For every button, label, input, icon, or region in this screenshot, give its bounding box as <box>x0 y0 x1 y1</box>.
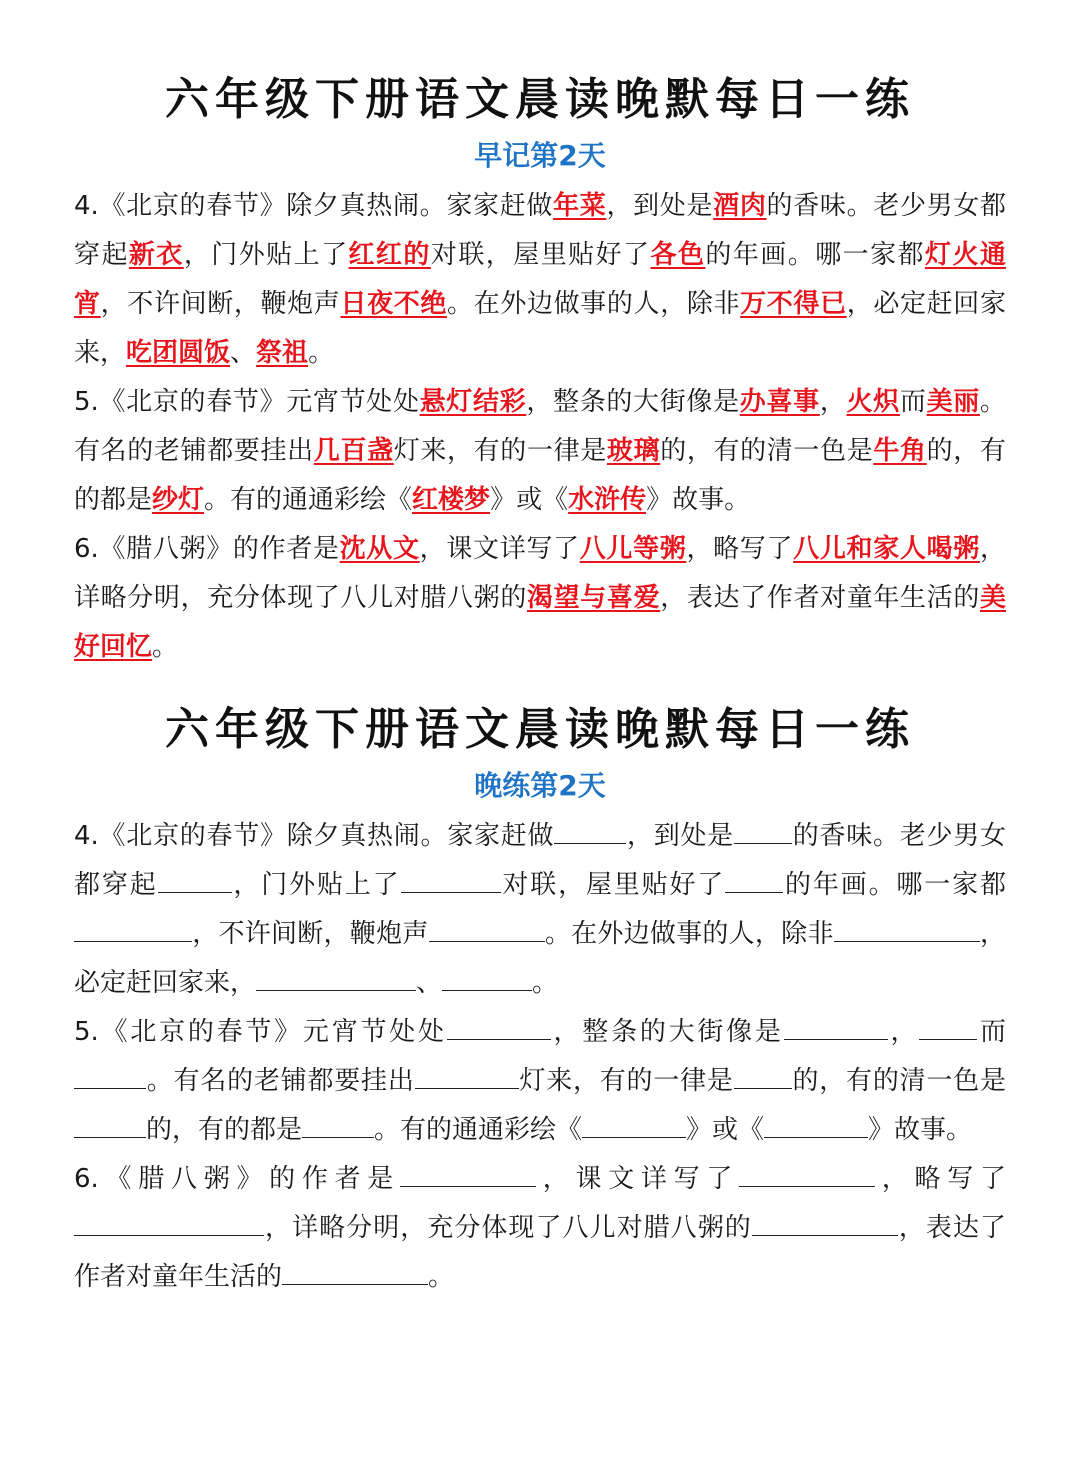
text: ，详略分明，充分体现了八儿对腊八粥的 <box>74 534 1006 613</box>
text: ，门外贴上了 <box>231 870 401 900</box>
answer: 纱灯 <box>152 485 205 515</box>
text: ，表达了作者对童年生活的 <box>74 1213 1006 1292</box>
fill-blank[interactable] <box>447 1013 551 1040</box>
text: ， <box>887 1017 920 1047</box>
fill-blank[interactable] <box>725 866 783 893</box>
text: 。在外边做事的人，除非 <box>544 919 834 949</box>
text: ， <box>819 387 847 417</box>
text: 。有的通通彩绘《 <box>374 1115 583 1145</box>
text: ，必定赶回家来， <box>74 919 1006 998</box>
text: 4.《北京的春节》除夕真热闹。家家赶做 <box>74 191 554 221</box>
answer: 玻璃 <box>606 436 661 466</box>
fill-blank[interactable] <box>401 866 501 893</box>
text: ，必定赶回家来， <box>74 289 1006 368</box>
text: 。 <box>428 1262 455 1292</box>
answer: 红红的 <box>348 240 431 270</box>
answer: 酒肉 <box>713 191 767 221</box>
text: 、 <box>230 338 257 368</box>
fill-blank[interactable] <box>74 1209 264 1236</box>
answer: 美好回忆 <box>74 583 1006 662</box>
text: 》或《 <box>490 485 569 515</box>
text: 。在外边做事的人，除非 <box>447 289 741 319</box>
answer: 火炽 <box>846 387 900 417</box>
text: 》故事。 <box>868 1115 973 1145</box>
text: ，整条的大街像是 <box>550 1017 784 1047</box>
fill-blank[interactable] <box>784 1013 888 1040</box>
text: 的年画。哪一家都 <box>783 870 1006 900</box>
text: 》或《 <box>686 1115 765 1145</box>
morning-question-6 <box>74 525 1006 672</box>
evening-subtitle: 晚练第2天 <box>474 769 606 802</box>
text: 4.《北京的春节》除夕真热闹。家家赶做 <box>74 821 555 851</box>
evening-question-6 <box>74 1155 1006 1302</box>
evening-question-5 <box>74 1008 1006 1155</box>
text: ，不许间断，鞭炮声 <box>192 919 429 949</box>
text: 的年画。哪一家都 <box>705 240 926 270</box>
fill-blank[interactable] <box>74 915 192 942</box>
fill-blank[interactable] <box>734 817 792 844</box>
answer: 吃团圆饭 <box>126 338 231 368</box>
text: ，详略分明，充分体现了八儿对腊八粥的 <box>264 1213 752 1243</box>
text: 。 <box>152 632 179 662</box>
text: ，到处是 <box>606 191 714 221</box>
answer: 万不得已 <box>740 289 847 319</box>
answer: 渴望与喜爱 <box>526 583 661 613</box>
answer: 八儿和家人喝粥 <box>793 534 980 564</box>
fill-blank[interactable] <box>734 1062 792 1089</box>
evening-title: 六年级下册语文晨读晚默每日一练 <box>165 704 915 755</box>
fill-blank[interactable] <box>74 1062 146 1089</box>
fill-blank[interactable] <box>415 1062 519 1089</box>
text: 的香味。老少男女都穿起 <box>74 821 1006 900</box>
fill-blank[interactable] <box>442 964 532 991</box>
fill-blank[interactable] <box>739 1160 875 1187</box>
text: 对联，屋里贴好了 <box>430 240 651 270</box>
answer: 美丽 <box>926 387 980 417</box>
answer: 沈从文 <box>339 534 420 564</box>
answer: 办喜事 <box>739 387 820 417</box>
text: 》故事。 <box>646 485 751 515</box>
fill-blank[interactable] <box>834 915 980 942</box>
answer: 几百盏 <box>313 436 394 466</box>
text: ，略写了 <box>875 1164 1006 1194</box>
fill-blank[interactable] <box>256 964 416 991</box>
text: 而 <box>899 387 927 417</box>
text: ，不许间断，鞭炮声 <box>100 289 341 319</box>
evening-section <box>0 700 1080 1302</box>
text: 的，有的清一色是 <box>791 1066 1006 1096</box>
fill-blank[interactable] <box>400 1160 536 1187</box>
fill-blank[interactable] <box>554 817 626 844</box>
text: 5.《北京的春节》元宵节处处 <box>74 387 420 417</box>
text: ，门外贴上了 <box>183 240 349 270</box>
text: 的，有的清一色是 <box>660 436 874 466</box>
answer: 新衣 <box>128 240 184 270</box>
text: ，整条的大街像是 <box>526 387 740 417</box>
fill-blank[interactable] <box>429 915 545 942</box>
text: 5.《北京的春节》元宵节处处 <box>74 1017 447 1047</box>
text: 。有的通通彩绘《 <box>204 485 413 515</box>
fill-blank[interactable] <box>74 1111 146 1138</box>
morning-subtitle: 早记第2天 <box>474 139 606 172</box>
answer: 祭祖 <box>256 338 309 368</box>
text: 灯来，有的一律是 <box>393 436 607 466</box>
text: 灯来，有的一律是 <box>518 1066 734 1096</box>
text: ，表达了作者对童年生活的 <box>660 583 980 613</box>
text: 而 <box>977 1017 1006 1047</box>
text: 的香味。老少男女都穿起 <box>74 191 1006 270</box>
text: 6.《腊八粥》的作者是 <box>74 1164 401 1194</box>
text: 的，有的都是 <box>146 1115 303 1145</box>
fill-blank[interactable] <box>582 1111 686 1138</box>
text: ，课文详写了 <box>419 534 580 564</box>
answer: 各色 <box>650 240 706 270</box>
evening-question-4 <box>74 812 1006 1008</box>
morning-section <box>0 70 1080 672</box>
text: 对联，屋里贴好了 <box>500 870 726 900</box>
fill-blank[interactable] <box>302 1111 374 1138</box>
fill-blank[interactable] <box>919 1013 977 1040</box>
answer: 日夜不绝 <box>340 289 448 319</box>
morning-question-4 <box>74 182 1006 378</box>
text: 。有名的老铺都要挂出 <box>74 387 1006 466</box>
answer: 水浒传 <box>568 485 647 515</box>
text: 6.《腊八粥》的作者是 <box>74 534 340 564</box>
text: 。 <box>308 338 335 368</box>
fill-blank[interactable] <box>282 1258 428 1285</box>
morning-question-5 <box>74 378 1006 525</box>
text: 。 <box>532 968 559 998</box>
text: 。有名的老铺都要挂出 <box>146 1066 415 1096</box>
answer: 八儿等粥 <box>579 534 687 564</box>
answer: 牛角 <box>873 436 927 466</box>
text: ，到处是 <box>626 821 735 851</box>
text: ，课文详写了 <box>536 1164 740 1194</box>
text: 、 <box>416 968 443 998</box>
text: ，略写了 <box>686 534 794 564</box>
fill-blank[interactable] <box>764 1111 868 1138</box>
answer: 红楼梦 <box>412 485 491 515</box>
answer: 年菜 <box>553 191 607 221</box>
fill-blank[interactable] <box>752 1209 898 1236</box>
answer: 灯火通宵 <box>74 240 1006 319</box>
text: 的，有的都是 <box>74 436 1006 515</box>
answer: 悬灯结彩 <box>419 387 527 417</box>
fill-blank[interactable] <box>158 866 232 893</box>
morning-title: 六年级下册语文晨读晚默每日一练 <box>165 74 915 125</box>
